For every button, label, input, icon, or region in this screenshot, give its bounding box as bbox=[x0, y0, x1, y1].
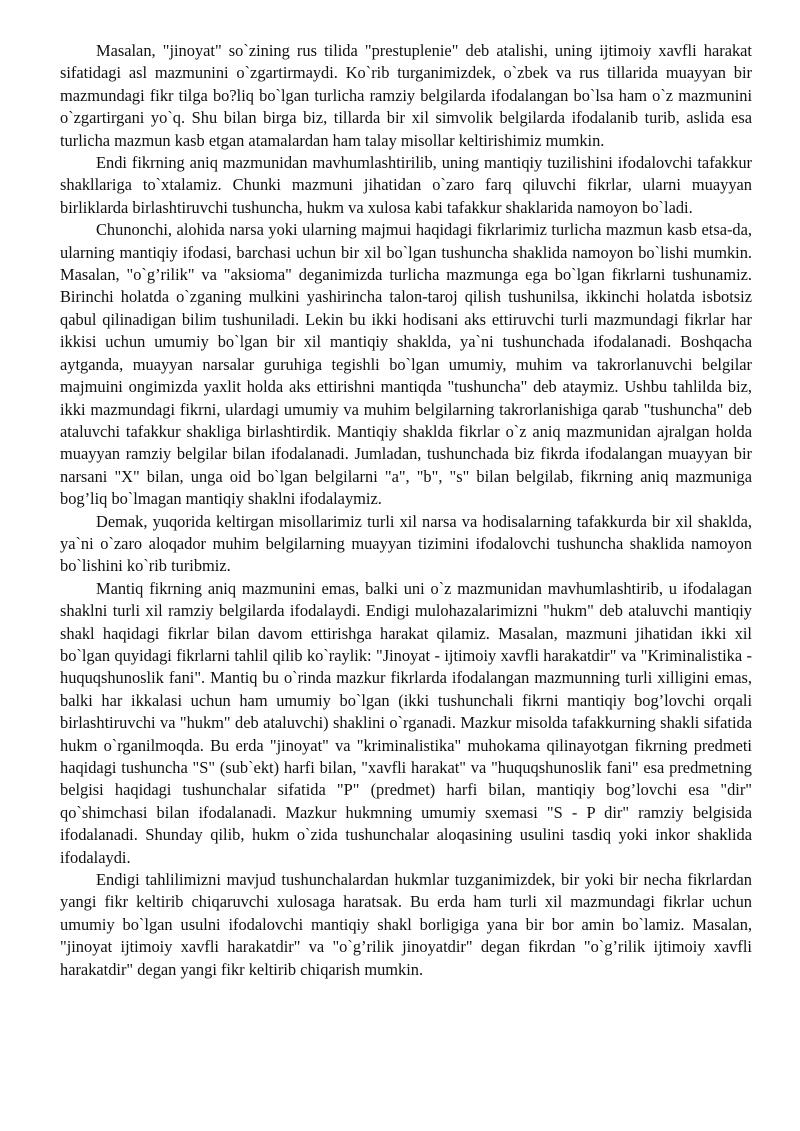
paragraph-1: Masalan, "jinoyat" so`zining rus tilida "prestuplenie" deb atalishi, uning ijtimoiy xavfli harakat sifatidagi asl mazmunini o`zgartirmaydi. Ko`rib turganimizdek, o`zbek va rus tillarida muayyan bir mazmundagi fikr tilga bo?liq bo`lgan turlicha ramziy belgilarda ifodalangan bo`lsa ham o`z mazmunini o`zgartirgani yo`q. Shu bilan birga biz, tillarda bir xil simvolik belgilarda ifodalanib turib, aslida esa turlicha mazmun kasb etgan atamalardan ham talay misollar keltirishimiz mumkin. bbox=[60, 41, 752, 150]
paragraph-3: Chunonchi, alohida narsa yoki ularning majmui haqidagi fikrlarimiz turlicha mazmun kasb etsa-da, ularning mantiqiy ifodasi, barchasi uchun bir xil bo`lgan tushuncha shaklida namoyon bo`lishi mumkin. Masalan, "o`g’rilik" va "aksioma" deganimizda turlicha mazmunga ega bo`lgan fikrlarni tushunamiz. Birinchi holatda o`zganing mulkini yashirincha talon-taroj qilish tushunilsa, ikkinchi holatda isbotsiz qabul qilinadigan bilim tushuniladi. Lekin bu ikki hodisani aks ettiruvchi turli mazmundagi fikrlar har ikkisi uchun umumiy bo`lgan bir xil mantiqiy shaklda, ya`ni tushunchada ifodalanadi. Boshqacha aytganda, muayyan narsalar guruhiga tegishli bo`lgan umumiy, muhim va takrorlanuvchi belgilar majmuini ongimizda yaxlit holda aks ettirishni mantiqda "tushuncha" deb ataymiz. Ushbu tahlilda biz, ikki mazmundagi fikrni, ulardagi umumiy va muhim belgilarning takrorlanishiga qarab "tushuncha" deb ataluvchi tafakkur shakliga birlashtirdik. Mantiqiy shaklda fikrlar o`z aniq mazmunidan ajralgan holda muayyan ramziy belgilar bilan ifodalanadi. Jumladan, tushunchada biz fikrda ifodalangan muayyan bir narsani "X" bilan, unga oid bo`lgan belgilarni "a", "b", "s" bilan belgilab, fikrning aniq mazmuniga bog’liq bo`lmagan mantiqiy shaklni ifodalaymiz. bbox=[60, 220, 752, 509]
paragraph-6: Endigi tahlilimizni mavjud tushunchalardan hukmlar tuzganimizdek, bir yoki bir necha fikrlardan yangi fikr keltirib chiqaruvchi xulosaga haratsak. Bu erda ham turli xil mazmundagi fikrlar uchun umumiy bo`lgan usulni ifodalovchi mantiqiy shakl borligiga yana bir bor amin bo`lamiz. Masalan, "jinoyat ijtimoiy xavfli harakatdir" va "o`g’rilik jinoyatdir" degan fikrdan "o`g’rilik ijtimoiy xavfli harakatdir" degan yangi fikr keltirib chiqarish mumkin. bbox=[60, 870, 752, 979]
paragraph-5: Mantiq fikrning aniq mazmunini emas, balki uni o`z mazmunidan mavhumlashtirib, u ifodalagan shaklni turli xil ramziy belgilarda ifodalaydi. Endigi mulohazalarimizni "hukm" deb ataluvchi mantiqiy shakl haqidagi fikrlar bilan davom ettirishga harakat qilamiz. Masalan, mazmuni jihatidan ikki xil bo`lgan quyidagi fikrlarni tahlil qilib ko`raylik: "Jinoyat - ijtimoiy xavfli harakatdir" va "Kriminalistika - huquqshunoslik fani". Mantiq bu o`rinda mazkur fikrlarda ifodalangan mazmunning turli xilligini emas, balki har ikkalasi uchun ham umumiy bo`lgan (ikki tushunchali fikrni mantiqiy bog’lovchi orqali birlashtiruvchi va "hukm" deb ataluvchi) shaklini o`rganadi. Mazkur misolda tafakkurning shakli sifatida hukm o`rganilmoqda. Bu erda "jinoyat" va "kriminalistika" muhokama qilinayotgan fikrning predmeti haqidagi tushuncha "S" (sub`ekt) harfi bilan, "xavfli harakat" va "huquqshunoslik fani" esa predmetning belgisi haqidagi tushunchalar sifatida "P" (predmet) harfi bilan, mantiqiy bog’lovchi esa "dir" qo`shimchasi bilan ifodalanadi. Mazkur hukmning umumiy sxemasi "S - P dir" ramziy belgisida ifodalanadi. Shunday qilib, hukm o`zida tushunchalar aloqasining usulini tasdiq yoki inkor shaklida ifodalaydi. bbox=[60, 578, 752, 867]
paragraph-4: Demak, yuqorida keltirgan misollarimiz turli xil narsa va hodisalarning tafakkurda bir xil shaklda, ya`ni o`zaro aloqador muhim belgilarning muayyan tizimini ifodalovchi tushuncha shaklida namoyon bo`lishini ko`rib turibmiz. bbox=[60, 511, 752, 576]
document-page bbox=[60, 40, 752, 981]
paragraph-2: Endi fikrning aniq mazmunidan mavhumlashtirilib, uning mantiqiy tuzilishini ifodalovchi tafakkur shakllariga to`xtalamiz. Chunki mazmuni jihatidan o`zaro farq qiluvchi fikrlar, ularni muayyan birliklarda birlashtiruvchi tushuncha, hukm va xulosa kabi tafakkur shaklarida namoyon bo`ladi. bbox=[60, 153, 752, 217]
